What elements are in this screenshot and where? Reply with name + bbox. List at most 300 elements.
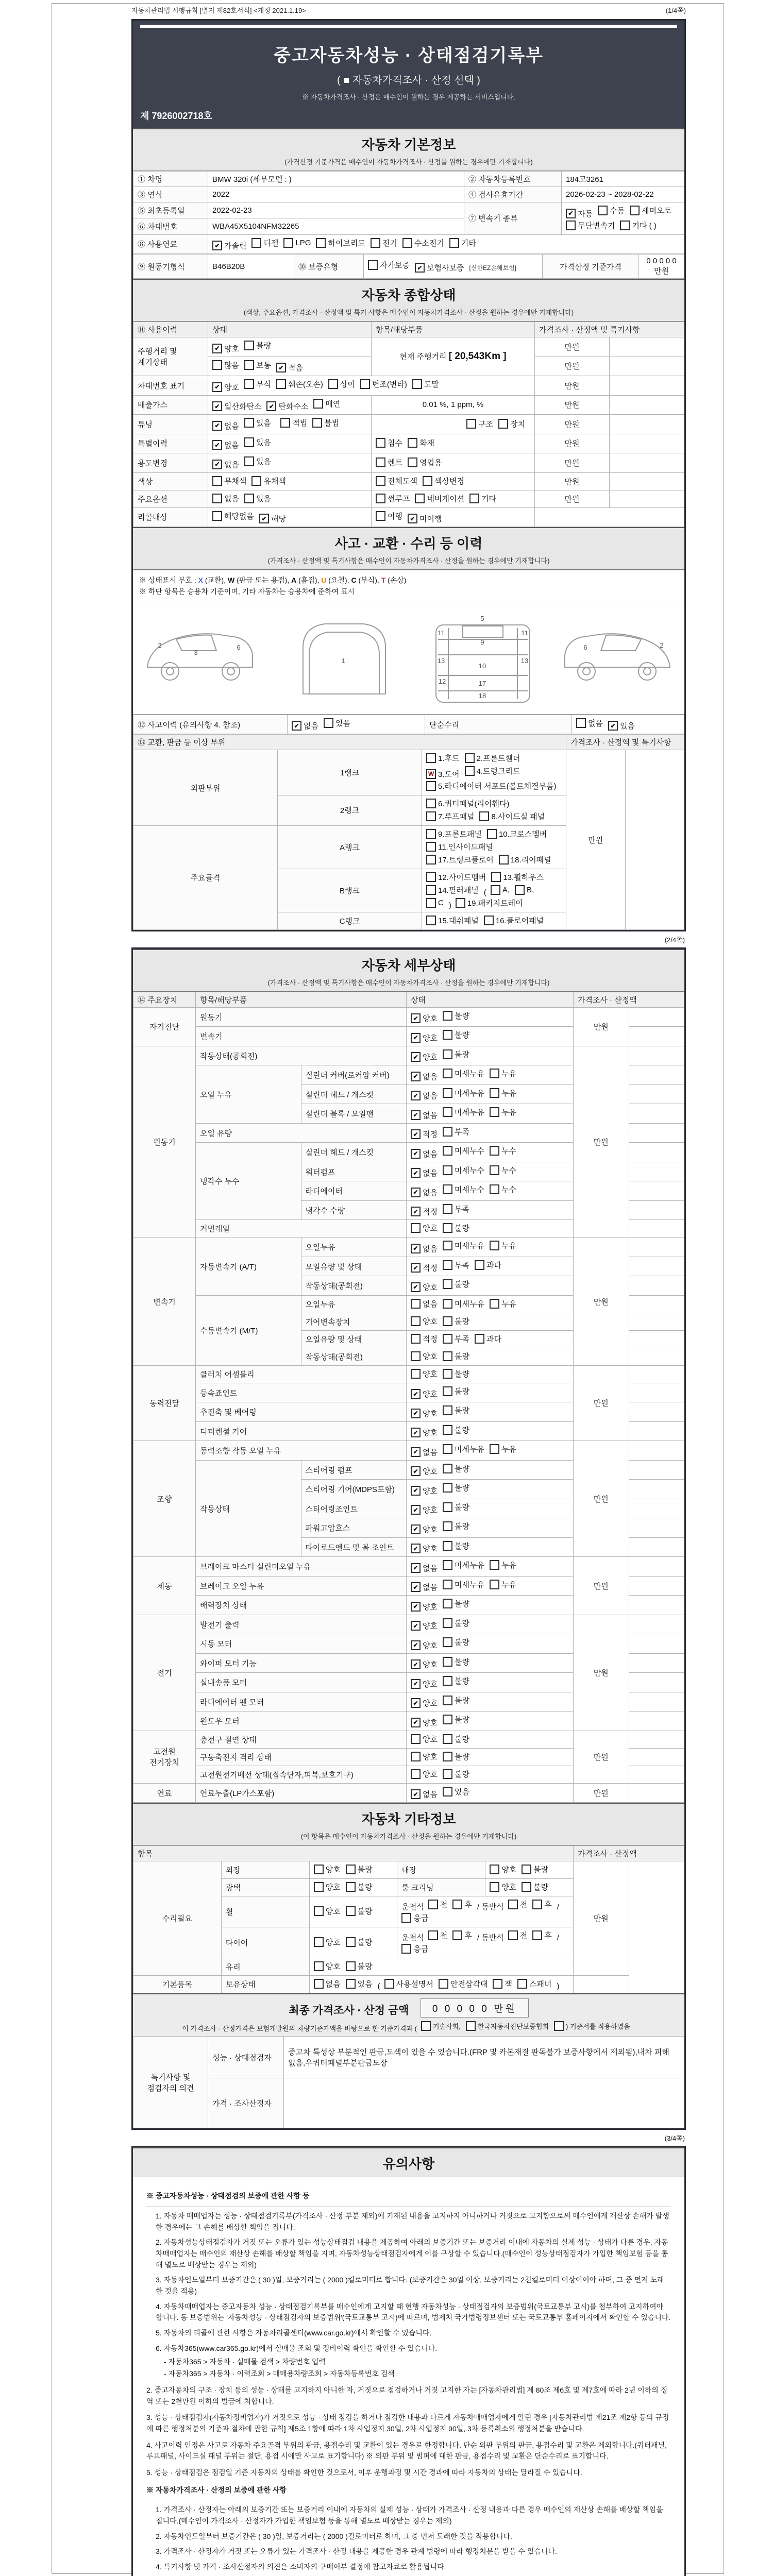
checkbox[interactable] <box>452 1930 462 1940</box>
checkbox-option <box>443 1502 469 1513</box>
checkbox-label: 불량 <box>454 1600 469 1609</box>
checkbox[interactable] <box>411 1223 421 1233</box>
checkbox-option <box>517 1978 551 1989</box>
checkbox[interactable]: ✔ <box>411 1524 421 1534</box>
checkbox[interactable] <box>426 842 436 852</box>
checkbox[interactable] <box>443 1334 452 1344</box>
subitem-label: 오일누유 <box>301 1238 407 1257</box>
simple-repair-checks <box>572 715 684 734</box>
checkbox[interactable]: ✔ <box>212 460 222 469</box>
checkbox[interactable] <box>314 1906 324 1916</box>
checkbox-label: 상이 <box>340 380 355 389</box>
checkbox[interactable] <box>251 238 261 248</box>
checkbox[interactable]: ✔ <box>566 209 576 218</box>
checkbox-label: 가솔린 <box>224 242 247 250</box>
checkbox[interactable]: ✔ <box>411 1486 421 1496</box>
checkbox[interactable] <box>443 1483 452 1493</box>
checkbox[interactable] <box>251 476 261 486</box>
checkbox[interactable] <box>314 1882 324 1892</box>
checkbox[interactable] <box>493 1979 502 1989</box>
checkbox[interactable] <box>443 1088 452 1098</box>
checkbox[interactable]: ✔ <box>411 1188 421 1197</box>
checkbox[interactable] <box>532 1900 542 1909</box>
checkbox[interactable] <box>244 456 254 466</box>
checkbox-option <box>346 1864 373 1875</box>
note-cell <box>629 1783 684 1803</box>
checkbox[interactable] <box>415 494 425 503</box>
checkbox[interactable]: ✔ <box>408 514 417 523</box>
checkbox[interactable] <box>426 799 436 808</box>
checkbox-option <box>443 1351 469 1362</box>
checkbox[interactable] <box>443 1316 452 1326</box>
checkbox[interactable] <box>346 1865 356 1874</box>
checkbox-label: 자동 <box>578 209 593 218</box>
checkbox[interactable] <box>491 885 500 895</box>
checkbox[interactable] <box>376 494 385 503</box>
checkbox[interactable] <box>443 1069 452 1078</box>
checkbox-option <box>411 1447 438 1458</box>
checkbox[interactable] <box>376 476 385 486</box>
checkbox[interactable]: ✔ <box>411 1033 421 1043</box>
table-row <box>133 415 684 434</box>
checkbox[interactable]: ✔ <box>411 1149 421 1159</box>
checkbox[interactable] <box>328 379 338 389</box>
checkbox[interactable]: ✔ <box>411 1621 421 1631</box>
checkbox[interactable] <box>443 1521 452 1531</box>
etc-title: 자동차 기타정보 <box>361 1811 456 1827</box>
page-marker-3: (3/4쪽) <box>664 2134 685 2143</box>
checkbox-option <box>499 854 551 865</box>
checkbox[interactable] <box>412 379 422 389</box>
checkbox-label: 누유 <box>501 1070 516 1079</box>
checkbox[interactable]: ✔ <box>415 263 425 273</box>
checkbox[interactable] <box>498 419 508 429</box>
checkbox[interactable]: ✔ <box>411 1389 421 1399</box>
checkbox[interactable] <box>313 399 323 409</box>
checkbox-option <box>443 1223 469 1233</box>
checkbox[interactable] <box>508 1900 518 1909</box>
room-cleaning-checks <box>485 1879 574 1896</box>
checkbox[interactable] <box>630 206 640 215</box>
checkbox[interactable] <box>490 1069 499 1078</box>
state-checks <box>407 1181 574 1201</box>
state-checks <box>407 1402 574 1422</box>
row-label: 차대번호 표기 <box>133 376 208 396</box>
checkbox-label: 불량 <box>454 1484 469 1493</box>
checkbox[interactable] <box>443 1011 452 1021</box>
checkbox[interactable]: ✔ <box>608 721 618 731</box>
checkbox[interactable]: ✔ <box>212 241 222 250</box>
checkbox[interactable] <box>376 457 385 467</box>
note-cell <box>629 1441 684 1461</box>
checkbox-option <box>411 1298 438 1309</box>
subitem-label: 기어변속장치 <box>301 1313 407 1330</box>
checkbox[interactable]: ✔ <box>411 1013 421 1023</box>
checkbox[interactable]: ✔ <box>411 1282 421 1292</box>
checkbox[interactable] <box>443 1752 452 1761</box>
checkbox[interactable] <box>443 1599 452 1608</box>
checkbox[interactable] <box>346 1937 356 1947</box>
checkbox[interactable] <box>376 438 385 448</box>
checkbox[interactable] <box>466 2021 476 2031</box>
checkbox[interactable]: ✔ <box>292 721 301 731</box>
checkbox[interactable] <box>554 2021 564 2031</box>
checkbox[interactable] <box>316 238 326 248</box>
checkbox-label: 미세누유 <box>454 1445 484 1454</box>
checkbox[interactable]: ✔ <box>212 382 222 392</box>
checkbox[interactable] <box>443 1049 452 1059</box>
col-header: ⑭ 주요장치 <box>133 992 196 1007</box>
checkbox[interactable] <box>426 872 436 882</box>
checkbox-label: 양호 <box>423 1525 438 1534</box>
checkbox[interactable]: ✔ <box>411 1091 421 1100</box>
inspector-opinion: 중고차 특성상 부분적인 판금,도색이 있을 수 있습니다.(FRP 및 카본재질 판독불가 보증사항에서 제외됨),내차 피해 없음,우쿼터패널부분판금도장 <box>284 2037 684 2078</box>
checkbox[interactable] <box>443 1204 452 1214</box>
checkbox[interactable] <box>426 855 436 865</box>
checkbox[interactable] <box>312 418 322 428</box>
page-marker-1: (1/4쪽) <box>665 7 686 14</box>
checkbox-option <box>411 1282 438 1293</box>
checkbox[interactable] <box>490 1165 499 1175</box>
checkbox[interactable] <box>212 511 222 521</box>
checkbox[interactable] <box>346 1882 356 1892</box>
checkbox[interactable] <box>479 811 489 821</box>
checkbox[interactable] <box>465 766 475 776</box>
checkbox[interactable] <box>443 1146 452 1156</box>
checkbox[interactable] <box>443 1637 452 1647</box>
checkbox[interactable]: ✔ <box>411 1244 421 1253</box>
checkbox[interactable]: ✔ <box>212 421 222 431</box>
checkbox[interactable]: ✔ <box>411 1582 421 1592</box>
checkbox-option <box>443 1165 484 1176</box>
checkbox[interactable] <box>490 1299 499 1309</box>
checkbox-option <box>401 1912 428 1923</box>
checkbox-label: 썬루프 <box>388 494 410 503</box>
checkbox-option <box>465 753 520 764</box>
checkbox-option <box>490 1882 516 1892</box>
checkbox[interactable] <box>426 811 436 821</box>
checkbox[interactable] <box>212 476 222 486</box>
checkbox[interactable] <box>490 1882 499 1892</box>
checkbox-label: 응급 <box>413 1945 429 1954</box>
checkbox[interactable] <box>408 438 417 448</box>
checkbox[interactable] <box>428 1930 438 1940</box>
checkbox[interactable] <box>314 1961 324 1971</box>
checkbox[interactable] <box>487 829 497 839</box>
checkbox[interactable] <box>346 1979 356 1989</box>
item-label: 와이퍼 모터 기능 <box>196 1653 407 1673</box>
checkbox[interactable] <box>346 1906 356 1916</box>
accident-history-checks <box>288 715 425 734</box>
checkbox[interactable] <box>443 1369 452 1379</box>
checkbox[interactable]: ✔ <box>266 401 276 411</box>
car-name-value: BMW 320i (세부모델 : ) <box>208 172 464 187</box>
checkbox-option <box>508 1899 528 1910</box>
checkbox[interactable] <box>490 1865 499 1874</box>
checkbox-label: 불량 <box>454 1224 469 1233</box>
checkbox[interactable] <box>402 238 412 248</box>
checkbox[interactable]: ✔ <box>411 1072 421 1081</box>
checkbox[interactable]: ✔ <box>411 1428 421 1437</box>
checkbox[interactable]: ✔ <box>411 1409 421 1418</box>
checkbox-option <box>244 437 271 448</box>
checkbox[interactable] <box>443 1386 452 1396</box>
checkbox[interactable] <box>490 1107 499 1117</box>
checkbox[interactable] <box>411 1734 421 1744</box>
checkbox[interactable] <box>426 885 436 895</box>
checkbox-option <box>411 1187 438 1198</box>
checkbox[interactable] <box>408 457 417 467</box>
checkbox[interactable]: ✔ <box>411 1168 421 1178</box>
checkbox[interactable]: ✔ <box>411 1129 421 1139</box>
checkbox[interactable] <box>443 1223 452 1233</box>
checkbox[interactable]: ✔ <box>411 1563 421 1573</box>
checkbox[interactable] <box>411 1769 421 1779</box>
checkbox[interactable] <box>421 2021 431 2031</box>
checkbox[interactable] <box>443 1184 452 1194</box>
checkbox[interactable] <box>244 494 254 503</box>
col-header: 항목/해당부품 <box>372 322 535 337</box>
checkbox[interactable] <box>371 238 380 248</box>
checkbox[interactable]: ✔ <box>411 1679 421 1689</box>
checkbox[interactable] <box>576 718 586 728</box>
checkbox[interactable] <box>324 718 333 728</box>
checkbox-option <box>411 1563 438 1573</box>
note-cell <box>629 1576 684 1596</box>
checkbox[interactable] <box>212 360 222 370</box>
row-label: 타이어 <box>221 1927 309 1958</box>
checkbox[interactable]: W <box>426 769 436 779</box>
checkbox[interactable] <box>456 898 465 908</box>
checkbox-label: 11.인사이드패널 <box>438 842 493 852</box>
checkbox[interactable] <box>443 1734 452 1744</box>
checkbox[interactable] <box>475 1260 484 1270</box>
checkbox[interactable] <box>490 1241 499 1250</box>
price-cell: 만원 <box>574 1615 629 1731</box>
checkbox[interactable] <box>443 1351 452 1361</box>
checkbox-option <box>456 897 523 908</box>
subitem-label: 실린더 헤드 / 개스킷 <box>301 1143 407 1162</box>
state-checks <box>407 1295 574 1313</box>
item-label: 냉각수 누수 <box>196 1143 301 1220</box>
checkbox[interactable] <box>244 341 254 350</box>
checkbox[interactable]: ✔ <box>212 401 222 411</box>
checkbox[interactable] <box>532 1930 542 1940</box>
checkbox[interactable] <box>443 1787 452 1797</box>
checkbox[interactable] <box>443 1769 452 1779</box>
checkbox[interactable] <box>443 1676 452 1686</box>
note-cell <box>610 357 684 376</box>
checkbox-label: 없음 <box>224 421 239 431</box>
row-label: 광택 <box>221 1879 309 1896</box>
notice-item: - 자동차365 > 자동차 · 실매물 검색 > 차량번호 입력 <box>164 2357 326 2366</box>
checkbox-option <box>411 1316 438 1327</box>
checkbox[interactable] <box>443 1241 452 1250</box>
state-checks <box>407 1673 574 1692</box>
checkbox[interactable] <box>443 1127 452 1137</box>
checkbox[interactable] <box>426 829 436 839</box>
checkbox-label: 양호 <box>423 1486 438 1496</box>
checkbox[interactable] <box>443 1580 452 1589</box>
note-cell <box>629 1421 684 1441</box>
checkbox[interactable] <box>411 1299 421 1309</box>
checkbox[interactable] <box>443 1502 452 1512</box>
checkbox[interactable] <box>490 1444 499 1454</box>
checkbox[interactable] <box>443 1464 452 1473</box>
checkbox-label: B, <box>527 885 534 894</box>
checkbox-label: 전체도색 <box>388 477 417 486</box>
checkbox[interactable] <box>517 1979 527 1989</box>
checkbox[interactable] <box>428 1900 438 1909</box>
checkbox[interactable] <box>443 1560 452 1570</box>
checkbox[interactable] <box>411 1351 421 1361</box>
checkbox[interactable] <box>276 379 286 389</box>
checkbox-label: 양호 <box>501 1883 517 1892</box>
checkbox[interactable] <box>443 1165 452 1175</box>
checkbox[interactable] <box>401 1944 411 1954</box>
checkbox[interactable]: ✔ <box>411 1718 421 1727</box>
checkbox[interactable] <box>508 1930 518 1940</box>
rank1-items <box>422 750 566 795</box>
checkbox-label: 양호 <box>423 1033 438 1043</box>
checkbox[interactable] <box>401 1913 411 1923</box>
item-label: 작동상태 <box>196 1460 301 1557</box>
checkbox[interactable] <box>439 1979 448 1989</box>
checkbox[interactable]: ✔ <box>411 1207 421 1216</box>
checkbox[interactable]: ✔ <box>411 1698 421 1708</box>
checkbox[interactable]: ✔ <box>411 1640 421 1650</box>
checkbox[interactable] <box>283 238 293 248</box>
checkbox[interactable] <box>443 1405 452 1415</box>
checkbox[interactable]: ✔ <box>411 1110 421 1120</box>
checkbox[interactable] <box>484 916 494 925</box>
checkbox[interactable]: ✔ <box>276 363 286 372</box>
checkbox[interactable] <box>443 1444 452 1454</box>
checkbox[interactable] <box>426 916 436 925</box>
checkbox[interactable]: ✔ <box>212 344 222 353</box>
checkbox[interactable] <box>490 1146 499 1156</box>
checkbox[interactable] <box>443 1618 452 1628</box>
checkbox[interactable] <box>411 1334 421 1344</box>
checkbox[interactable] <box>469 494 479 503</box>
checkbox[interactable] <box>212 494 222 503</box>
legend-code: C <box>351 576 357 584</box>
checkbox[interactable]: ✔ <box>411 1447 421 1457</box>
checkbox[interactable] <box>244 418 254 428</box>
checkbox[interactable] <box>490 1184 499 1194</box>
checkbox[interactable] <box>346 1961 356 1971</box>
checkbox[interactable] <box>443 1030 452 1040</box>
checkbox[interactable] <box>244 379 254 389</box>
checkbox[interactable] <box>443 1657 452 1667</box>
field-label: ⑧ 사용연료 <box>133 234 208 254</box>
checkbox[interactable] <box>443 1260 452 1270</box>
checkbox-option <box>384 1978 433 1989</box>
checkbox-option <box>408 457 442 468</box>
checkbox[interactable] <box>244 437 254 447</box>
options-type-checks <box>372 490 535 507</box>
checkbox[interactable] <box>522 1882 531 1892</box>
checkbox[interactable]: ✔ <box>411 1659 421 1669</box>
checkbox[interactable] <box>490 1580 499 1589</box>
checkbox[interactable] <box>522 1865 531 1874</box>
checkbox[interactable] <box>452 1900 462 1909</box>
checkbox[interactable] <box>491 872 501 882</box>
checkbox-label: 네비게이션 <box>427 494 464 503</box>
checkbox[interactable] <box>411 1316 421 1326</box>
checkbox[interactable] <box>499 855 509 865</box>
checkbox-label: 적법 <box>292 419 308 428</box>
checkbox[interactable] <box>314 1979 324 1989</box>
checkbox[interactable] <box>443 1696 452 1705</box>
checkbox[interactable] <box>443 1425 452 1435</box>
diagram-number: 13 <box>437 656 445 665</box>
checkbox[interactable] <box>443 1715 452 1724</box>
checkbox[interactable]: ✔ <box>411 1789 421 1799</box>
checkbox-option <box>251 476 285 486</box>
checkbox[interactable] <box>443 1299 452 1309</box>
checkbox[interactable] <box>490 1088 499 1098</box>
checkbox[interactable] <box>314 1865 324 1874</box>
checkbox[interactable] <box>443 1279 452 1289</box>
checkbox[interactable] <box>411 1369 421 1379</box>
checkbox[interactable] <box>426 781 436 791</box>
checkbox[interactable]: ✔ <box>411 1052 421 1062</box>
checkbox-label: 없음 <box>224 494 239 503</box>
checkbox-label: 누유 <box>501 1242 516 1251</box>
checkbox-option <box>449 238 476 248</box>
checkbox[interactable] <box>423 476 432 486</box>
checkbox[interactable] <box>566 221 576 230</box>
checkbox[interactable] <box>598 206 608 215</box>
checkbox[interactable] <box>620 221 630 230</box>
checkbox-label: 세미오토 <box>641 207 671 215</box>
checkbox[interactable] <box>466 419 476 429</box>
checkbox[interactable] <box>314 1937 324 1947</box>
checkbox[interactable] <box>426 898 436 908</box>
checkbox[interactable]: ✔ <box>411 1544 421 1553</box>
checkbox[interactable] <box>426 753 436 763</box>
checkbox[interactable] <box>449 238 459 248</box>
checkbox[interactable]: ✔ <box>411 1602 421 1612</box>
checkbox-label: 훼손(오손) <box>288 380 323 389</box>
checkbox-label: 없음 <box>423 1244 438 1253</box>
checkbox-label: 적정 <box>423 1334 438 1344</box>
checkbox[interactable]: ✔ <box>411 1505 421 1515</box>
checkbox[interactable] <box>384 1979 394 1989</box>
checkbox[interactable] <box>443 1107 452 1117</box>
checkbox[interactable] <box>368 260 378 270</box>
checkbox[interactable] <box>411 1752 421 1761</box>
checkbox[interactable] <box>244 360 254 370</box>
checkbox-label: 불량 <box>357 1907 373 1917</box>
checkbox[interactable] <box>443 1541 452 1551</box>
checkbox[interactable]: ✔ <box>259 514 269 523</box>
checkbox[interactable] <box>360 379 370 389</box>
note-cell <box>610 472 684 490</box>
checkbox[interactable]: ✔ <box>411 1466 421 1476</box>
checkbox-label: 전기 <box>382 239 397 248</box>
checkbox[interactable] <box>490 1560 499 1570</box>
checkbox[interactable]: ✔ <box>411 1263 421 1273</box>
checkbox[interactable] <box>465 753 475 763</box>
checkbox[interactable] <box>280 418 290 428</box>
checkbox[interactable]: ✔ <box>212 440 222 450</box>
checkbox[interactable] <box>376 511 385 521</box>
checkbox[interactable] <box>515 885 525 895</box>
checkbox-label: 미세누수 <box>454 1147 484 1156</box>
checkbox[interactable] <box>475 1334 484 1344</box>
